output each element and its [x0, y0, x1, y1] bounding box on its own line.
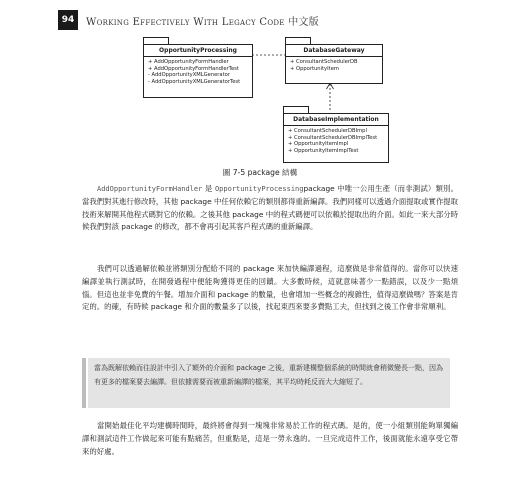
package-member: + OpportunityItem	[290, 65, 339, 72]
page-number: 94	[58, 10, 78, 30]
paragraph-1	[82, 183, 458, 234]
package-name: DatabaseGateway	[286, 45, 382, 57]
package-member: - AddOpportunityXMLGenerator	[148, 72, 230, 79]
package-member: + ConsultantSchedulerDBImpl	[288, 128, 367, 134]
package-diagram	[0, 0, 520, 170]
dependency-arrow-implementation	[327, 83, 334, 110]
running-head: Working Effectively With Legacy Code 中文版	[86, 17, 320, 28]
package-name: OpportunityProcessing	[144, 45, 252, 57]
paragraph-text: 是	[202, 184, 215, 193]
package-member: + AddOpportunityFormHandlerTest	[148, 65, 239, 72]
package-member: + OpportunityItemImplTest	[288, 147, 359, 154]
paragraph-2: 我們可以透過解依賴並將類別分配給不同的 package 來加快編譯過程，這麼做是非常值得的。當你可以快速編譯並執行測試時，在開發過程中便能夠獲得更佳的回饋。大多數時候，這就意味著少一點錯誤，以及少一點煩惱。但這也並非免費的午餐。增加介面和 package 的數量，也會增加一些概念的複雜性，值得這麼做嗎？答案是肯定的。的確，有時候 package 和介面的數量多了以後，找起東西來要多費點工夫，但找到之後工作會非常順利。	[82, 264, 458, 312]
package-member: + AddOpportunityFormHandler	[148, 59, 229, 65]
package-member: + OpportunityItemImpl	[288, 141, 349, 148]
package-member: - AddOpportunityXMLGeneratorTest	[148, 78, 241, 85]
package-name: DatabaseImplementation	[284, 114, 388, 126]
paragraph-text: package 中唯一公用生產（而非測試）類別。當我們對其進行修改時，其他 package 中任何依賴它的類別都得重新編譯。我們同樣可以透過介面提取或實作提取技術來解開其他程式碼對它的依賴。之後其他 package 中的程式碼便可以依賴於提取出的介面。如此一來大部分時候我們對該 package 的修改，都不會再引起其客戶程式碼的重新編譯。	[82, 184, 458, 232]
package-member: + ConsultantSchedulerDB	[290, 59, 358, 65]
figure-caption: 圖 7-5 package 結構	[222, 168, 298, 177]
package-member: + ConsultantSchedulerDBImplTest	[288, 134, 378, 141]
code-class-name: AddOpportunityFormHandler	[97, 185, 203, 193]
package-database-implementation	[283, 113, 389, 163]
note-box: 當為既解依賴而往設計中引入了額外的介面和 package 之後，重新建構整個系統的時間就會稍微變長一點，因為有更多的檔案要去編譯。但依據需要而被重新編譯的檔案，其平均時耗反而大大縮短了。	[88, 358, 450, 408]
paragraph-3: 當開始最佳化平均建構時間時，最終將會得到一塊塊非常易於工作的程式碼。是的，使一小組類別能夠單獨編譯和測試這件工作做起來可能有點痛苦，但重點是，這是一勞永逸的。一旦完成這件工作，後面就能永遠享受它帶來的好處。	[82, 421, 458, 456]
package-opportunity-processing	[143, 44, 253, 98]
note-bar	[82, 358, 86, 408]
code-package-name: OpportunityProcessing	[214, 185, 304, 193]
package-database-gateway	[285, 44, 383, 84]
